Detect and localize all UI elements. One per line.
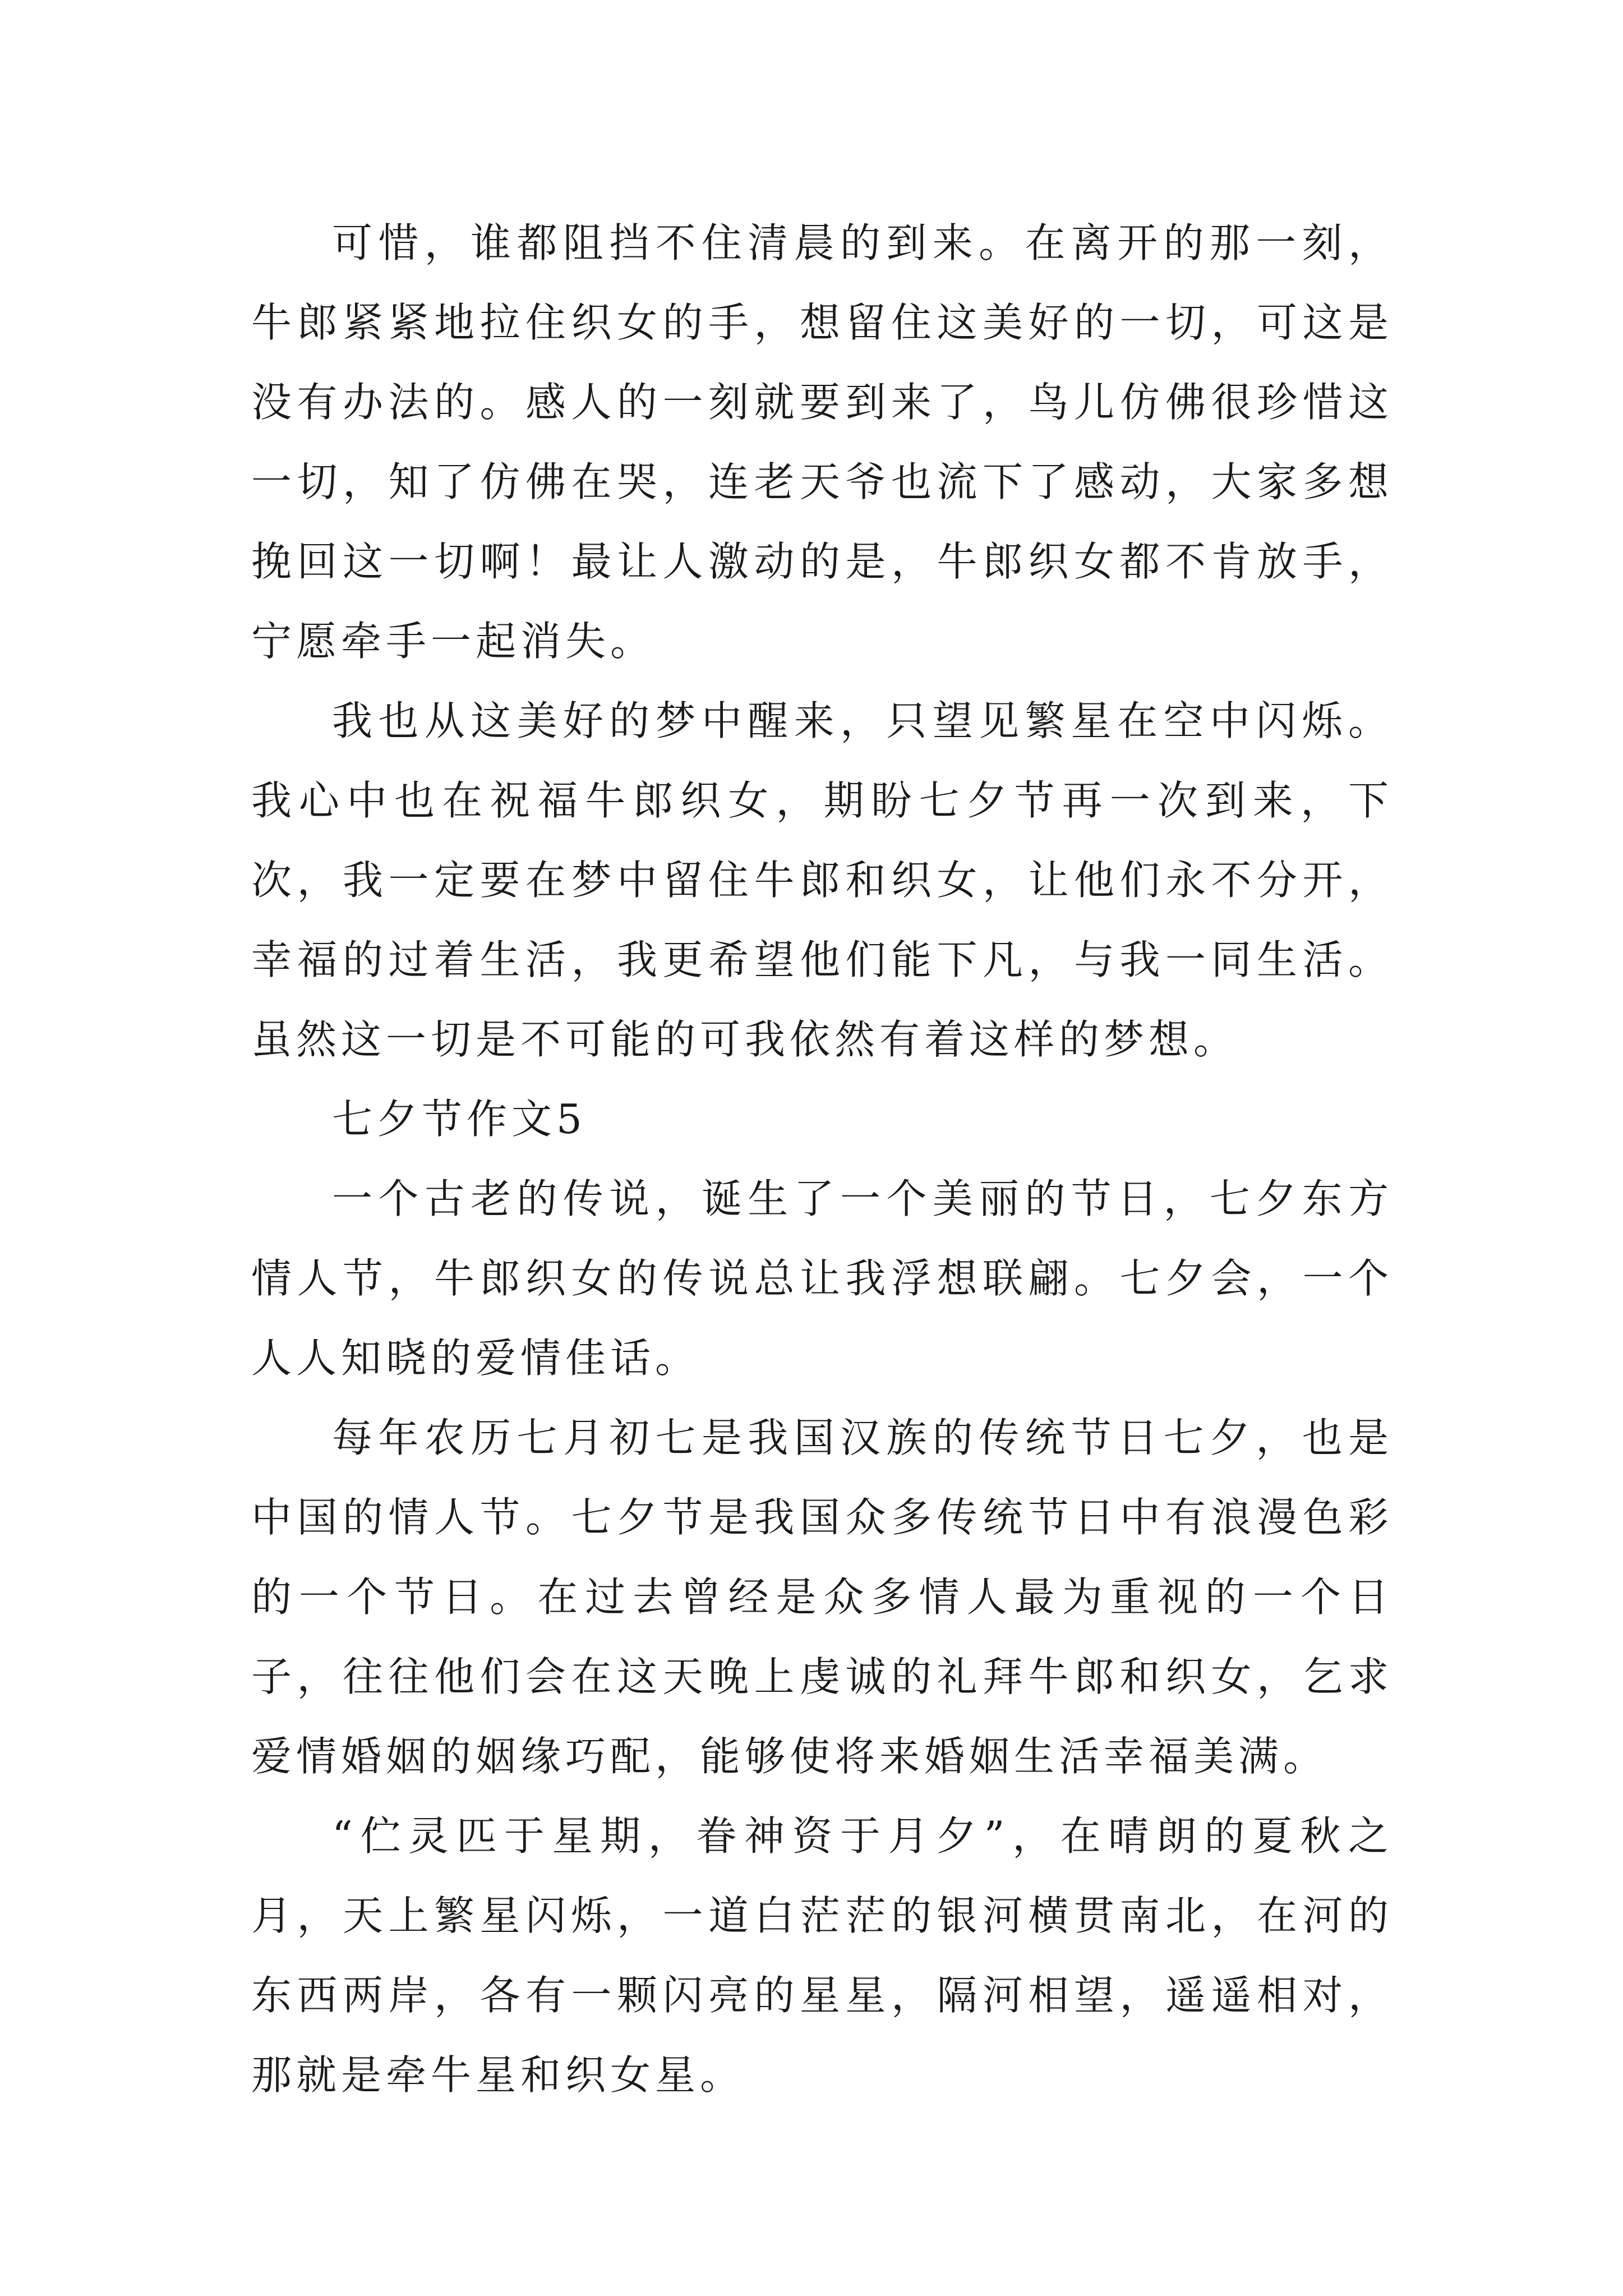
paragraph: 我也从这美好的梦中醒来，只望见繁星在空中闪烁。我心中也在祝福牛郎织女，期盼七夕节再一次到来，下次，我一定要在梦中留住牛郎和织女，让他们永不分开，幸福的过着生活，我更希望他们能下凡，与我一同生活。虽然这一切是不可能的可我依然有着这样的梦想。: [251, 697, 1393, 1063]
paragraph: 一个古老的传说，诞生了一个美丽的节日，七夕东方情人节，牛郎织女的传说总让我浮想联翩。七夕会，一个人人知晓的爱情佳话。: [251, 1175, 1393, 1382]
paragraph: 可惜，谁都阻挡不住清晨的到来。在离开的那一刻，牛郎紧紧地拉住织女的手，想留住这美好的一切，可这是没有办法的。感人的一刻就要到来了，鸟儿仿佛很珍惜这一切，知了仿佛在哭，连老天爷也流下了感动，大家多想挽回这一切啊！最让人激动的是，牛郎织女都不肯放手，宁愿牵手一起消失。: [251, 219, 1393, 665]
paragraph: 每年农历七月初七是我国汉族的传统节日七夕，也是中国的情人节。七夕节是我国众多传统节日中有浪漫色彩的一个节日。在过去曾经是众多情人最为重视的一个日子，往往他们会在这天晚上虔诚的礼拜牛郎和织女，乞求爱情婚姻的姻缘巧配，能够使将来婚姻生活幸福美满。: [251, 1414, 1393, 1780]
paragraph: “伫灵匹于星期，眷神资于月夕”，在晴朗的夏秋之月，天上繁星闪烁，一道白茫茫的银河横贯南北，在河的东西两岸，各有一颗闪亮的星星，隔河相望，遥遥相对，那就是牵牛星和织女星。: [251, 1812, 1393, 2099]
document-body: [251, 203, 1393, 2115]
section-heading: 七夕节作文5: [332, 1096, 587, 1143]
